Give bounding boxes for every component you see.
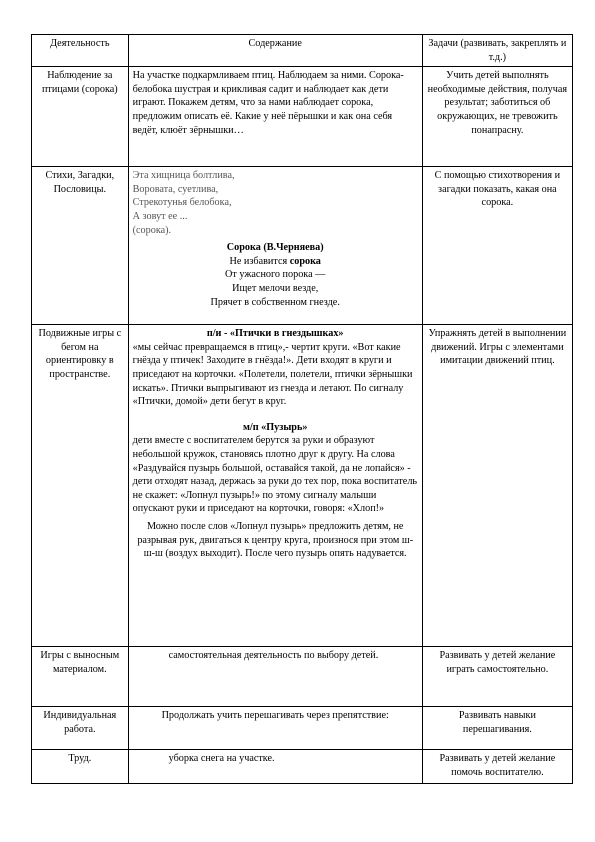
riddle-answer: (сорока). [132,224,172,236]
riddle-line: Воровата, суетлива, [132,183,219,195]
riddle-line: Эта хищница болтлива, [132,170,235,182]
table-row-observation [32,67,573,167]
activity-cell: Подвижные игры с бегом на ориентировку в пространстве. [32,325,129,647]
content-cell [128,167,422,325]
content-cell: На участке подкармливаем птиц. Наблюдаем за ними. Сорока- белобока шустрая и крикливая садит и наблюдает как дети играют. Покажем детям, что за нами наблюдает сорока, предложим описать её. Какие у неё пёрышки и как она себя ведёт, клюёт зёрнышки… [128,67,422,167]
poem [133,241,418,309]
activity-cell: Игры с выносным материалом. [32,647,129,707]
tasks-cell: Упражнять детей в выполнении движений. Игры с элементами имитации движений птиц. [422,325,572,647]
content-cell: Продолжать учить перешагивать через препятствие: [128,707,422,750]
game-text: дети вместе с воспитателем берутся за руки и образуют небольшой кружок, становясь плотно друг к другу. На слова «Раздувайся пузырь большой, оставайся такой, да не лопайся» - дети отходят назад, держась за руки до тех пор, пока воспитатель не скажет: «Лопнул пузырь!» по этому сигналу малыши опускают руки и приседают на корточки, говоря: «Хлоп!» [132,435,418,515]
riddle [133,169,418,237]
table-row-individual-work [32,707,573,750]
activity-cell: Стихи, Загадки, Пословицы. [32,167,129,325]
game-text: «мы сейчас превращаемся в птиц»,- чертит круги. «Вот какие гнёзда у птичек! Заходите в гнёзда!». Дети входят в круги и приседают на корточки. «Полетели, полетели, птички зёрнышки искать». Птички выпрыгивают из гнезда и летают. По сигналу «Птички, домой» дети бегут в круг. [132,341,413,408]
content-cell: самостоятельная деятельность по выбору детей. [128,647,422,707]
content-cell: уборка снега на участке. [128,750,422,784]
header-content: Содержание [128,35,422,67]
activity-cell: Индивидуальная работа. [32,707,129,750]
tasks-cell: Учить детей выполнять необходимые действия, получая результат; заботиться об окружающих, не тревожить понапрасну. [422,67,572,167]
table-row-labor [32,750,573,784]
riddle-line: Стрекотунья белобока, [132,197,232,209]
header-activity: Деятельность [32,35,129,67]
activity-cell: Наблюдение за птицами (сорока) [32,67,129,167]
header-tasks: Задачи (развивать, закреплять и т.д.) [422,35,572,67]
poem-line: Прячет в собственном гнезде. [210,296,340,308]
poem-keyword: сорока [289,255,321,267]
tasks-cell: С помощью стихотворения и загадки показать, какая она сорока. [422,167,572,325]
poem-line: Ищет мелочи везде, [232,282,319,294]
poem-title: Сорока (В.Черняева) [226,242,324,254]
game-title: м/п «Пузырь» [242,421,308,433]
poem-line: Не избавится сорока [229,255,321,267]
game-note: Можно после слов «Лопнул пузырь» предложить детям, не разрывая рук, двигаться к центру круга, произнося при этом ш-ш-ш (воздух выходит). После чего пузырь опять надувается. [137,520,414,560]
table-row-outdoor-materials [32,647,573,707]
tasks-cell: Развивать навыки перешагивания. [422,707,572,750]
activity-cell: Труд. [32,750,129,784]
content-cell [128,325,422,647]
table-header-row [32,35,573,67]
poem-line: От ужасного порока — [225,269,326,281]
tasks-cell: Развивать у детей желание помочь воспитателю. [422,750,572,784]
daily-plan-table [31,34,573,784]
table-row-games [32,325,573,647]
table-row-poems [32,167,573,325]
game-title: п/и - «Птички в гнездышках» [206,328,344,340]
riddle-line: А зовут ее ... [132,210,188,222]
tasks-cell: Развивать у детей желание играть самостоятельно. [422,647,572,707]
